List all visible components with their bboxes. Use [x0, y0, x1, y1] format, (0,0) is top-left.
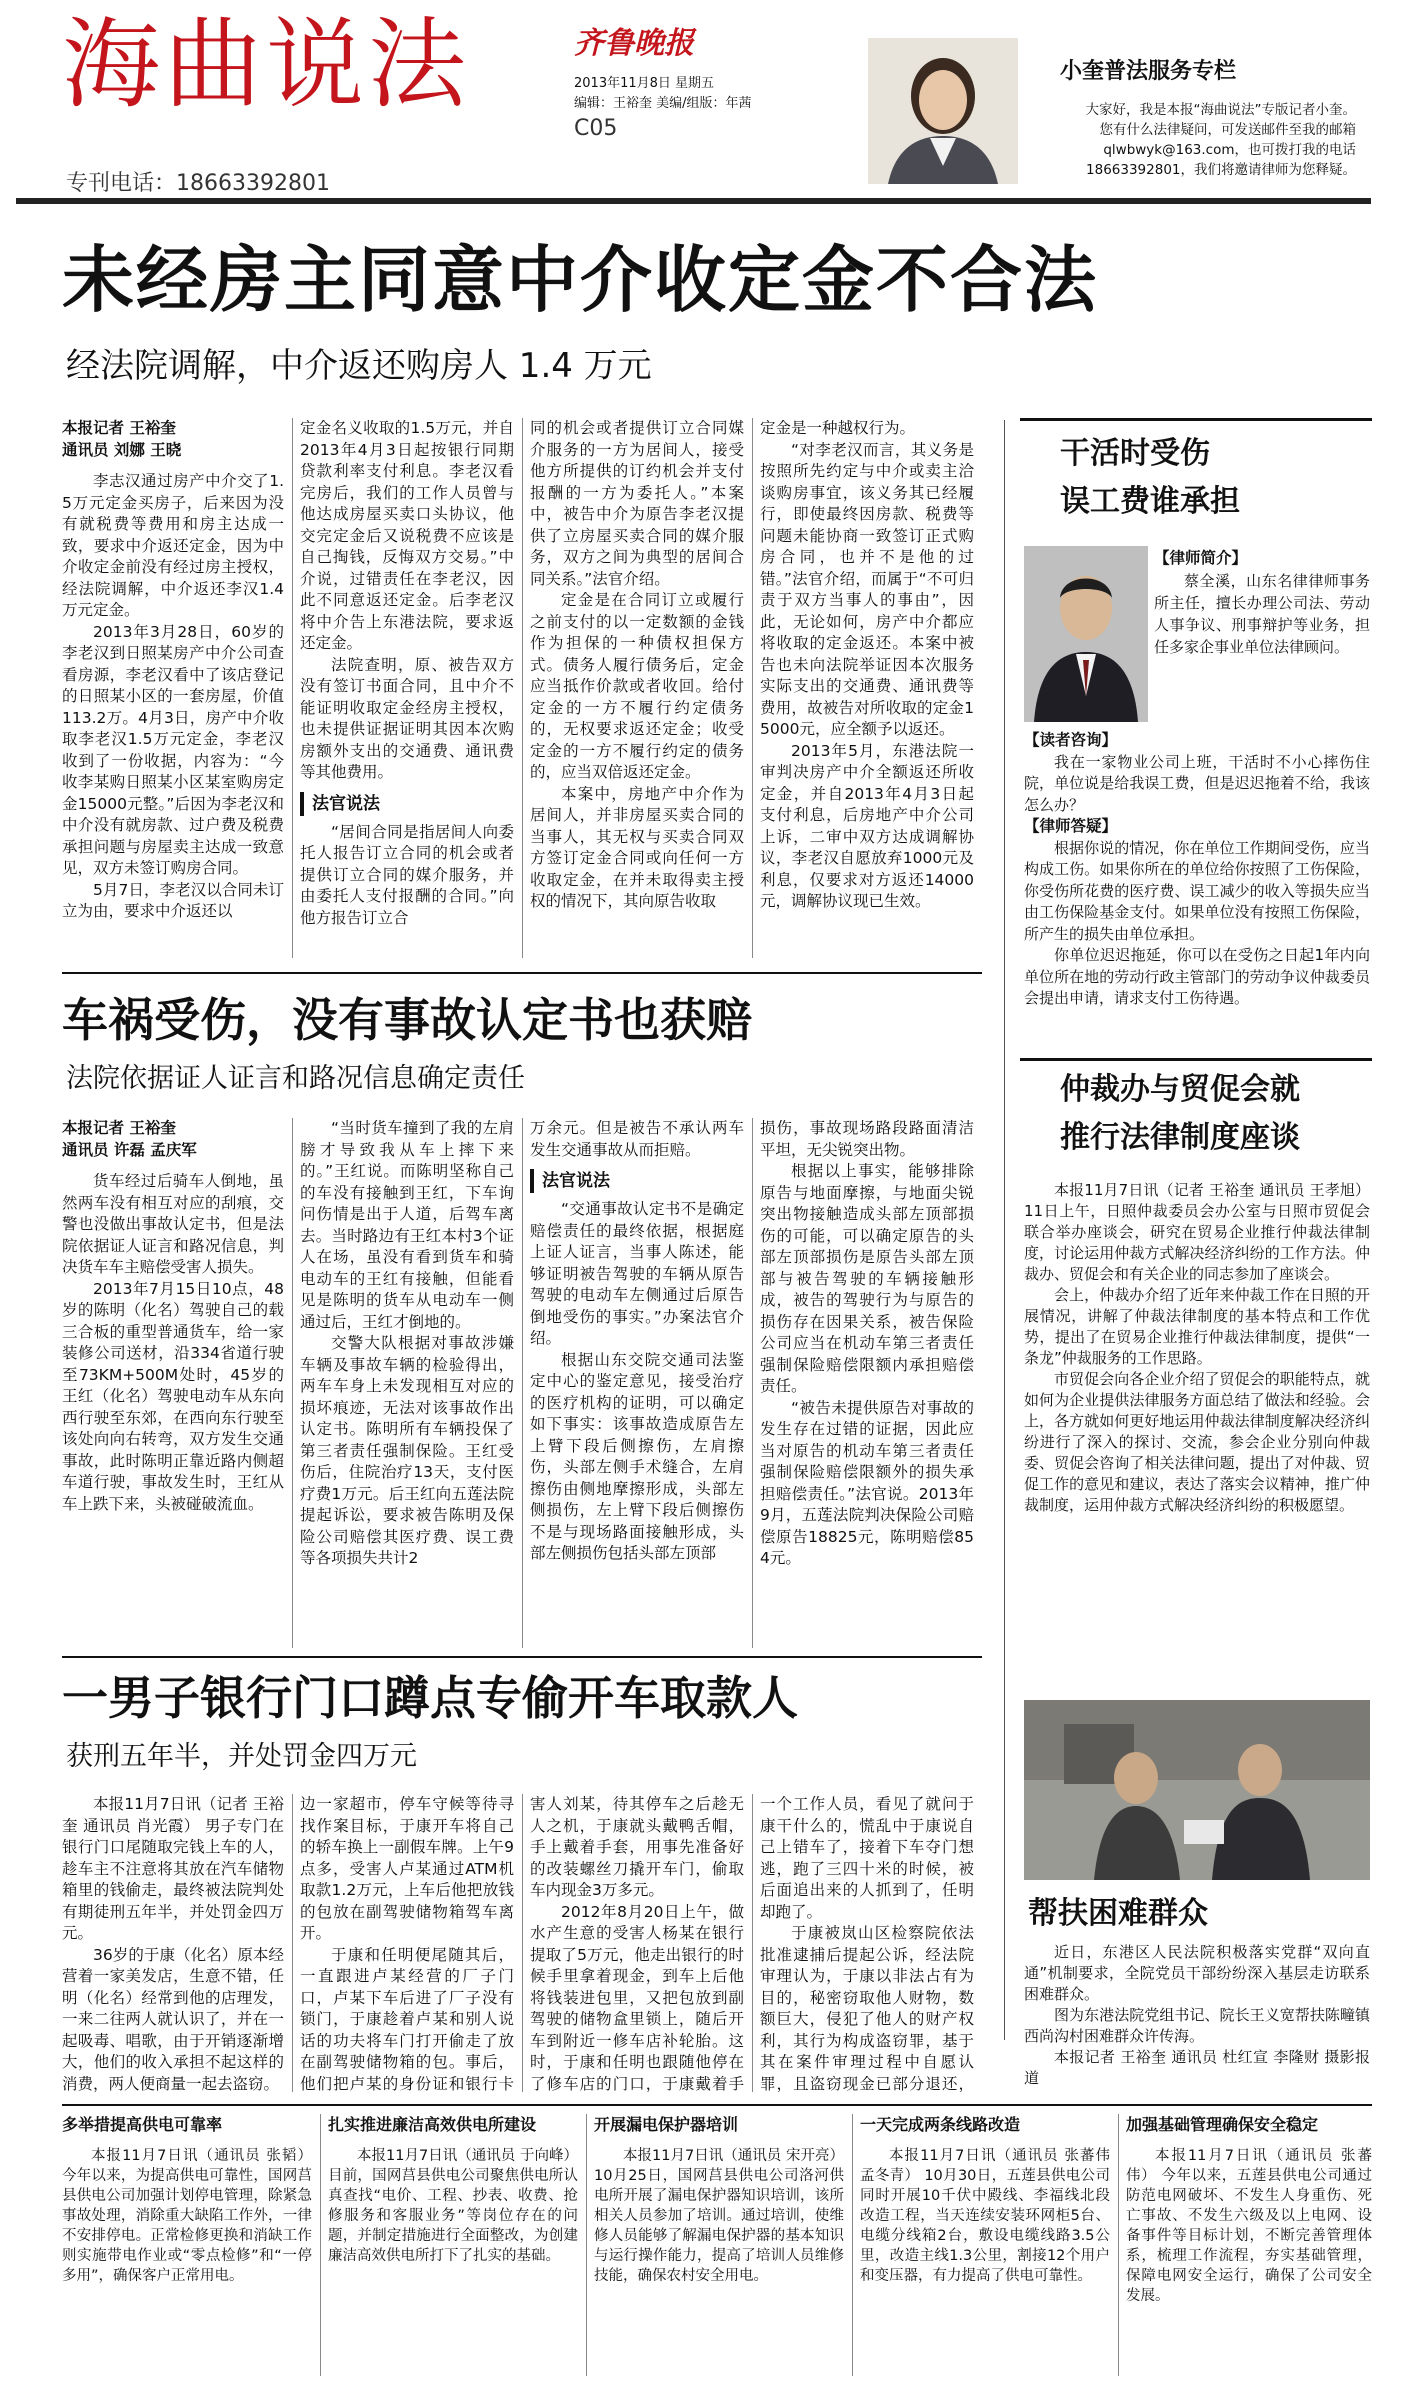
byline: 本报记者 王裕奎	[62, 1119, 176, 1137]
column-divider	[852, 2114, 853, 2376]
article-column	[530, 1794, 744, 2092]
column-divider	[752, 1118, 753, 1648]
article-column	[530, 1118, 744, 1648]
subhead: 经法院调解，中介返还购房人 1.4 万元	[66, 346, 652, 386]
column-divider	[522, 1794, 523, 2092]
paragraph: 会上，仲裁办介绍了近年来仲裁工作在日照的开展情况，讲解了仲裁法律制度的基本特点和工作优势，提出了在贸易企业推行仲裁法律制度，提供“一条龙”仲裁服务的工作思路。	[1024, 1286, 1370, 1367]
brief-text: 本报11月7日讯（通讯员 宋开亮） 10月25日，国网莒县供电公司洛河供电所开展了漏电保护器知识培训，该所相关人员参加了培训。通过培训，使维修人员能够了解漏电保护器的基本知识与运行操作能力，提高了培训人员维修技能，确保农村安全用电。	[594, 2147, 844, 2284]
lawyer-tag: 【律师简介】	[1154, 549, 1248, 567]
paragraph: 图为东港法院党组书记、院长王义宽帮扶陈疃镇西尚沟村困难群众许传海。	[1024, 2006, 1370, 2045]
brief-title: 多举措提高供电可靠率	[62, 2115, 223, 2134]
paragraph: 近日，东港区人民法院积极落实党群“双向直通”机制要求，全院党员干部纷纷深入基层走访联系困难群众。	[1024, 1943, 1370, 2003]
paragraph: 本案中，房地产中介作为居间人，并非房屋买卖合同的当事人，其无权与买卖合同双方签订定金合同或向任何一方收取定金，在并未取得卖主授权的情况下，其向原告收取	[530, 784, 744, 910]
brief-title: 扎实推进廉洁高效供电所建设	[328, 2115, 537, 2134]
brief-title: 加强基础管理确保安全稳定	[1126, 2115, 1319, 2134]
sidebar-title: 干活时受伤	[1060, 436, 1210, 471]
paragraph: 本报11月7日讯（记者 王裕奎 通讯员 肖光霞） 男子专门在银行门口尾随取完钱上车的人，趁车主不注意将其放在汽车储物箱里的钱偷走，最终被法院判处有期徒刑五年半，并处罚金四万元。	[62, 1795, 284, 1942]
photo-credit: 本报记者 王裕奎 通讯员 杜红宣 李隆财 摄影报道	[1024, 2048, 1370, 2087]
byline: 本报记者 王裕奎	[62, 419, 176, 437]
question-text: 我在一家物业公司上班，干活时不小心摔伤住院，单位说是给我误工费，但是迟迟拖着不给，我该怎么办？	[1024, 752, 1370, 814]
brief	[62, 2114, 312, 2376]
column-name: 小奎普法服务专栏	[1060, 59, 1237, 84]
section-divider	[62, 1656, 982, 1658]
paragraph: 2013年3月28日，60岁的李老汉到日照某房产中介公司查看房源，李老汉看中了该店登记的日照某小区的一套房屋，价值113.2万。4月3日，房产中介收取李老汉1.5万元定金，李老汉收到了一份收据，内容为：“今收李某购日照某小区某室购房定金15000元整。”后因为李老汉和中介没有就房款、过户费及税费承担问题与房屋卖主达成一致意见，双方未签订购房合同。	[62, 622, 284, 877]
column-divider	[522, 1118, 523, 1648]
paragraph: 市贸促会向各企业介绍了贸促会的职能特点，就如何为企业提供法律服务方面总结了做法和经验。会上，各方就如何更好地运用仲裁法律制度解决经济纠纷进行了深入的探讨、交流，参会企业分别向仲裁委、贸促会咨询了相关法律问题，提出了对仲裁、贸促工作的意见和建议，表达了落实会议精神，推广仲裁制度，运用仲裁方式解决经济纠纷的积极愿望。	[1024, 1370, 1370, 1514]
news-photo	[1024, 1700, 1370, 1880]
paragraph: 于康被岚山区检察院依法批准逮捕后提起公诉，经法院审理认为，于康以非法占有为目的，秘密窃取他人财物，数额巨大，侵犯了他人的财产权利，其行为构成盗窃罪，基于其在案件审理过程中自愿认罪，且盗窃现金已部分退还，	[760, 1924, 974, 2092]
editor-line: 编辑：王裕奎 美编/组版：年茜	[574, 96, 752, 111]
column-title: 海曲说法	[62, 8, 471, 122]
answer-tag: 【律师答疑】	[1024, 817, 1118, 835]
sidebar-rule	[1020, 1058, 1372, 1061]
intro-line: qlwbwyk@163.com，也可拨打我的电话	[1103, 142, 1356, 158]
paragraph: “被告未提供原告对事故的发生存在过错的证据，因此应当对原告的机动车第三者责任强制保险赔偿限额外的损失承担赔偿责任。”法官说。2013年9月，五莲法院判决保险公司赔偿原告18825元，陈明赔偿854元。	[760, 1398, 974, 1567]
headline: 一男子银行门口蹲点专偷开车取款人	[62, 1671, 798, 1725]
paragraph: 害人刘某，待其停车之后趁无人之机，于康就头戴鸭舌帽，手上戴着手套，用事先准备好的改装螺丝刀撬开车门，偷取车内现金3万多元。	[530, 1795, 744, 1899]
sidebar-title: 推行法律制度座谈	[1060, 1120, 1300, 1155]
brief-text: 本报11月7日讯（通讯员 于向峰） 目前，国网莒县供电公司聚焦供电所认真查找“电价、工程、抄表、收费、抢修服务和客服业务”等岗位存在的问题，并制定措施进行全面整改，为创建廉洁高效供电所打下了扎实的基础。	[328, 2147, 578, 2264]
subhead: 法院依据证人证言和路况信息确定责任	[66, 1063, 525, 1094]
paragraph: 36岁的于康（化名）原本经营着一家美发店，生意不错，任明（化名）经常到他的店理发，一来二往两人就认识了，并在一起吸毒、唱歌，由于开销逐渐增大，他们的收入承担不起这样的消费，两人便商量一起去盗窃。	[62, 1945, 284, 2092]
paragraph: “交通事故认定书不是确定赔偿责任的最终依据，根据庭上证人证言，当事人陈述，能够证明被告驾驶的车辆从原告驾驶的电动车左侧通过后原告倒地受伤的事实。”办案法官介绍。	[530, 1200, 744, 1347]
column-divider	[320, 2114, 321, 2376]
brief-text: 本报11月7日讯（通讯员 张蕃伟） 今年以来，五莲县供电公司通过防范电网破坏、不发生人身重伤、死亡事故、不发生六级及以上电网、设备事件等目标计划，不断完善管理体系，梳理工作流程，夯实基础管理，保障电网安全运行，确保了公司安全发展。	[1126, 2147, 1372, 2304]
section-heading: 法官说法	[530, 1169, 744, 1193]
byline: 通讯员 刘娜 王晓	[62, 440, 182, 459]
paragraph: 于康和任明便尾随其后，一直跟进卢某经营的厂子门口，卢某下车后进了厂子没有锁门，于康趁着卢某和别人说话的功夫将车门打开偷走了放在副驾驶储物箱的包。事后，他们把卢某的身份证和银行卡	[300, 1945, 514, 2092]
paragraph: 定金名义收取的1.5万元，并自2013年4月3日起按银行同期贷款利率支付利息。李老汉看完房后，我们的工作人员曾与他达成房屋买卖口头协议，他交完定金后又说税费不应该是自己掏钱，反悔双方交易。”中介说，过错责任在李老汉，因此不同意返还定金。后李老汉将中介告上东港法院，要求返还定金。	[300, 419, 514, 652]
answer-text: 你单位迟迟拖延，你可以在受伤之日起1年内向单位所在地的劳动行政主管部门的劳动争议仲裁委员会提出申请，请求支付工伤待遇。	[1024, 946, 1370, 1007]
lawyer-photo	[1024, 546, 1148, 722]
paragraph: 同的机会或者提供订立合同媒介服务的一方为居间人，接受他方所提供的订约机会并支付报酬的一方为委托人。”本案中，被告中介为原告李老汉提供了立房屋买卖合同的媒介服务，双方之间为典型的居间合同关系。”法官介绍。	[530, 419, 744, 588]
sidebar-body	[1024, 1180, 1370, 1680]
column-divider	[752, 418, 753, 958]
sidebar-divider	[1004, 420, 1005, 2040]
sidebar-title: 帮扶困难群众	[1028, 1896, 1208, 1931]
article-column	[760, 1794, 974, 2092]
article-column	[760, 418, 974, 958]
section-heading: 法官说法	[300, 792, 514, 816]
paragraph: 蔡全溪，山东名律律师事务所主任，擅长办理公司法、劳动人事争议、刑事辩护等业务，担任多家企事业单位法律顾问。	[1154, 571, 1370, 656]
brief	[1126, 2114, 1372, 2376]
paragraph: 边一家超市，停车守候等待寻找作案目标，于康开车将自己的轿车换上一副假车牌。上午9点多，受害人卢某通过ATM机取款1.2万元，上车后他把放钱的包放在副驾驶储物箱驾车离开。	[300, 1795, 514, 1942]
intro-line: 18663392801，我们将邀请律师为您释疑。	[1086, 162, 1356, 178]
paragraph: 法院查明，原、被告双方没有签订书面合同，且中介不能证明收取定金经房主授权，也未提供证据证明其因本次购房额外支出的交通费、通讯费等其他费用。	[300, 655, 514, 781]
paper-logo: 齐鲁晚报	[574, 26, 694, 61]
sidebar-title: 仲裁办与贸促会就	[1060, 1072, 1300, 1107]
answer-text: 根据你说的情况，你在单位工作期间受伤，应当构成工伤。如果你所在的单位给你按照了工伤保险，你受伤所花费的医疗费、误工减少的收入等损失应当由工伤保险基金支付。如果单位没有按照工伤保险，所产生的损失由单位承担。	[1024, 838, 1370, 943]
paragraph: 根据山东交院交通司法鉴定中心的鉴定意见，接受治疗的医疗机构的证明，可以确定如下事实：该事故造成原告左上臂下段后侧擦伤，左肩擦伤，头部左侧手术缝合，左肩擦伤由侧地摩擦形成，头部左侧损伤，左上臂下段后侧擦伤不是与现场路面接触形成，头部左侧损伤包括头部左顶部	[530, 1350, 744, 1562]
column-divider	[586, 2114, 587, 2376]
paragraph: 货车经过后骑车人倒地，虽然两车没有相互对应的刮痕，交警也没做出事故认定书，但是法院依据证人证言和路况信息，判决货车车主赔偿受害人损失。	[62, 1172, 284, 1276]
paragraph: 定金是在合同订立或履行之前支付的以一定数额的金钱作为担保的一种债权担保方式。债务人履行债务后，定金应当抵作价款或者收回。给付定金的一方不履行约定债务的，无权要求返还定金；收受定金的一方不履行约定的债务的，应当双倍返还定金。	[530, 591, 744, 781]
paragraph: “居间合同是指居间人向委托人报告订立合同的机会或者提供订立合同的媒介服务，并由委托人支付报酬的合同。”向他方报告订立合	[300, 822, 514, 927]
column-divider	[292, 1794, 293, 2092]
paragraph: 2013年5月，东港法院一审判决房产中介全额返还所收定金，并自2013年4月3日起支付利息，后房地产中介公司上诉，二审中双方达成调解协议，李老汉自愿放弃1000元及利息，仅要求对方返还14000元，调解协议现已生效。	[760, 741, 974, 910]
headline: 未经房主同意中介收定金不合法	[62, 238, 1099, 322]
sidebar-title: 误工费谁承担	[1060, 484, 1240, 519]
paragraph: “当时货车撞到了我的左肩膀才导致我从车上摔下来的。”王红说。而陈明坚称自己的车没有接触到王红，下车询问伤情是出于人道，后驾车离去。当时路边有王红本村3个证人在场，虽没有看到货车和骑电动车的王红有接触，但能看见是陈明的货车从电动车一侧通过后，王红才倒地的。	[300, 1119, 514, 1331]
paragraph: 2012年8月20日上午，做水产生意的受害人杨某在银行提取了5万元，他走出银行的时候手里拿着现金，到车上后他将钱装进包里，又把包放到副驾驶的储物盒里锁上，随后开车到附近一修车店补轮胎。这时，于康和任明也跟随他停在了修车店的门口，于康戴着手	[530, 1902, 744, 2092]
brief-text: 本报11月7日讯（通讯员 张蕃伟 孟冬青） 10月30日，五莲县供电公司同时开展10千伏中殿线、李福线北段改造工程，当天连续安装环网柜5台、电缆分线箱2台，敷设电缆线路3.5公里，改造主线1.3公里，割接12个用户和变压器，有力提高了供电可靠性。	[860, 2147, 1110, 2284]
column-divider	[752, 1794, 753, 2092]
subhead: 获刑五年半，并处罚金四万元	[66, 1741, 417, 1772]
date-line: 2013年11月8日 星期五	[574, 76, 715, 91]
brief	[594, 2114, 844, 2376]
masthead-divider	[16, 198, 1371, 204]
article-column	[62, 1794, 284, 2092]
paragraph: 本报11月7日讯（记者 王裕奎 通讯员 王孝旭） 11日上午，日照仲裁委员会办公室与日照市贸促会联合举办座谈会，研究在贸易企业推行仲裁法律制度，讨论运用仲裁方式解决经济纠纷的工作方法。仲裁办、贸促会和有关企业的同志参加了座谈会。	[1024, 1181, 1370, 1283]
article-column	[760, 1118, 974, 1648]
article-column	[62, 418, 284, 958]
paragraph: 损伤，事故现场路段路面清洁平坦，无尖锐突出物。	[760, 1119, 974, 1159]
section-divider	[62, 972, 982, 974]
article-column	[300, 418, 514, 958]
article-column	[300, 1118, 514, 1648]
qa-block	[1024, 730, 1370, 1040]
question-tag: 【读者咨询】	[1024, 731, 1118, 749]
sidebar-rule	[1020, 418, 1372, 421]
reporter-photo	[868, 38, 1018, 184]
hotline: 专刊电话：18663392801	[66, 171, 330, 196]
column-divider	[292, 418, 293, 958]
paragraph: “对李老汉而言，其义务是按照所先约定与中介或卖主洽谈购房事宜，该义务其已经履行，即使最终因房款、税费等问题未能协商一致签订正式购房合同，也并不是他的过错。”法官介绍，而属于“不可归责于双方当事人的事由”，因此，无论如何，房产中介都应将收取的定金返还。本案中被告也未向法院举证因本次服务实际支出的交通费、通讯费等费用，故被告对所收取的定金15000元，应全额予以返还。	[760, 440, 974, 738]
sidebar-body	[1024, 1942, 1370, 2092]
brief-title: 开展漏电保护器培训	[594, 2115, 739, 2134]
brief	[860, 2114, 1110, 2376]
column-divider	[292, 1118, 293, 1648]
intro-line: 您有什么法律疑问，可发送邮件至我的邮箱	[1099, 122, 1356, 138]
paragraph: 李志汉通过房产中介交了1.5万元定金买房子，后来因为没有就税费等费用和房主达成一致，要求中介返还定金，因为中介收定金前没有经过房主授权，经法院调解，中介返还李汉1.4万元定金。	[62, 472, 284, 619]
paragraph: 定金是一种越权行为。	[760, 419, 916, 437]
brief-text: 本报11月7日讯（通讯员 张韬） 今年以来，为提高供电可靠性，国网莒县供电公司加强计划停电管理，除紧急事故处理，消除重大缺陷工作外，一律不安排停电。正常检修更换和消缺工作则实施带电作业或“零点检修”和“一停多用”，确保客户正常用电。	[62, 2147, 312, 2284]
paragraph: 交警大队根据对事故涉嫌车辆及事故车辆的检验得出，两车车身上未发现相互对应的损坏痕迹，无法对该事故作出认定书。陈明所有车辆投保了第三者责任强制保险。王红受伤后，住院治疗13天，支付医疗费1万元。后王红向五莲法院提起诉讼，要求被告陈明及保险公司赔偿其医疗费、误工费等各项损失共计2	[300, 1334, 514, 1567]
brief	[328, 2114, 578, 2376]
paragraph: 5月7日，李老汉以合同未订立为由，要求中介返还以	[62, 880, 284, 920]
page-number: C05	[574, 116, 618, 141]
briefs-divider	[62, 2104, 1372, 2106]
article-column	[530, 418, 744, 958]
paragraph: 万余元。但是被告不承认两车发生交通事故从而拒赔。	[530, 1119, 744, 1159]
paragraph: 2013年7月15日10点，48岁的陈明（化名）驾驶自己的载三合板的重型普通货车，给一家装修公司送材，沿334省道行驶至73KM+500M处时，45岁的王红（化名）驾驶电动车从东向西行驶至东郊，在西向东行驶至该处向向右转弯，双方发生交通事故，此时陈明正靠近路内侧超车道行驶，事故发生时，王红从车上跌下来，头被碰破流血。	[62, 1279, 284, 1513]
article-column	[62, 1118, 284, 1648]
column-divider	[1118, 2114, 1119, 2376]
paragraph: 根据以上事实，能够排除原告与地面摩擦，与地面尖锐突出物接触造成头部左顶部损伤的可能，可以确定原告的头部左顶部损伤是原告头部左顶部与被告驾驶的车辆接触形成，被告的驾驶行为与原告的损伤存在因果关系，被告保险公司应当在机动车第三者责任强制保险赔偿限额内承担赔偿责任。	[760, 1162, 974, 1395]
headline: 车祸受伤，没有事故认定书也获赔	[62, 993, 752, 1047]
byline: 通讯员 许磊 孟庆军	[62, 1140, 197, 1159]
brief-title: 一天完成两条线路改造	[860, 2115, 1021, 2134]
column-divider	[522, 418, 523, 958]
lawyer-bio	[1154, 548, 1370, 724]
article-column	[300, 1794, 514, 2092]
paragraph: 一个工作人员，看见了就问于康干什么的，慌乱中于康说自己上错车了，接着下车夺门想逃，跑了三四十米的时候，被后面追出来的人抓到了，任明却跑了。	[760, 1795, 974, 1921]
column-intro	[1040, 100, 1356, 180]
intro-line: 大家好，我是本报“海曲说法”专版记者小奎。	[1085, 102, 1356, 118]
